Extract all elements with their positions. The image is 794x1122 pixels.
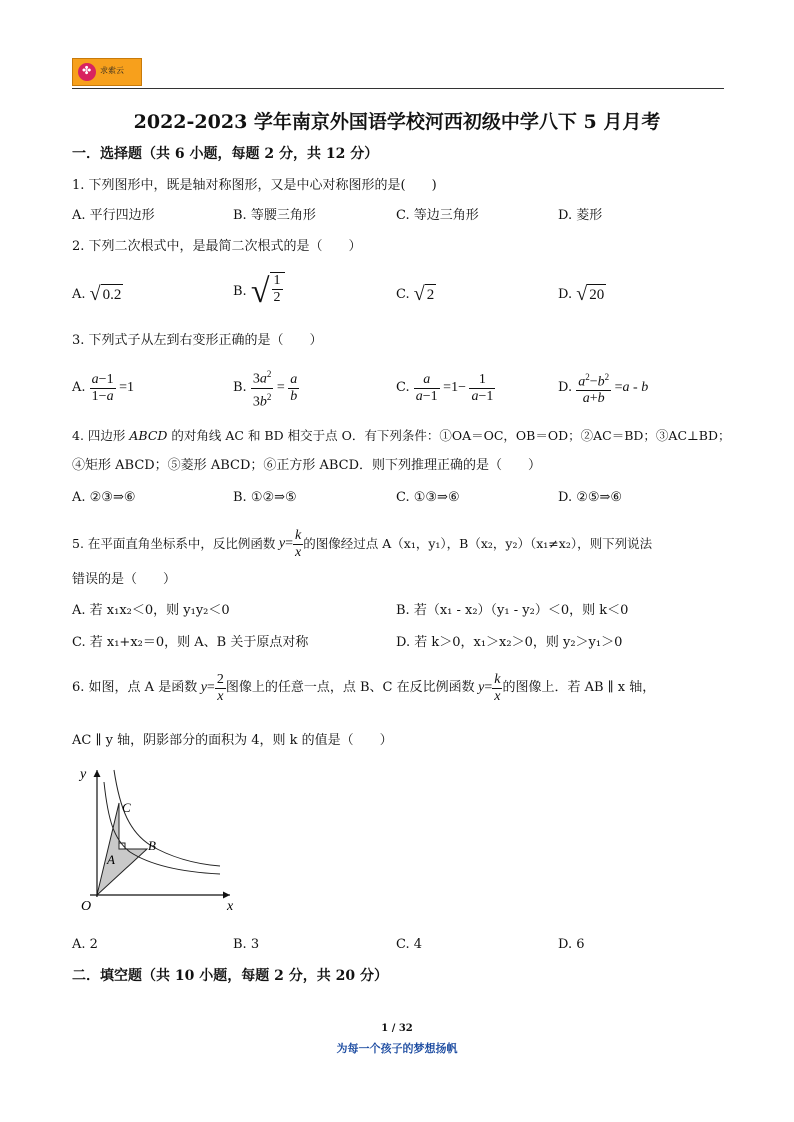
option-d: D. ②⑤⇒⑥ bbox=[558, 490, 623, 505]
logo-text: 求索云 bbox=[100, 66, 124, 75]
sqrt-expression: √ $\frac{1}{2}$ bbox=[251, 272, 285, 312]
question-stem-line2: ④矩形 ABCD；⑤菱形 ABCD；⑥正方形 ABCD．则下列推理正确的是（ ） bbox=[72, 458, 542, 473]
option-d: D. 6 bbox=[558, 937, 585, 952]
fraction: $\frac{a}{a-1}$ bbox=[415, 371, 438, 404]
header-divider bbox=[72, 88, 724, 89]
fraction: $\frac{a}{b}$ bbox=[290, 371, 298, 404]
q6-figure bbox=[70, 760, 250, 920]
footer-slogan: 为每一个孩子的梦想扬帆 bbox=[336, 1042, 458, 1055]
fraction: $\frac{1}{a-1}$ bbox=[471, 371, 494, 404]
option-a: A. $\frac{a-1}{1-a}$ =1 bbox=[72, 371, 134, 404]
option-b: B. 等腰三角形 bbox=[233, 208, 316, 223]
option-b: B. 若（x₁ - x₂）（y₁ - y₂）＜0，则 k＜0 bbox=[396, 603, 629, 618]
fraction: $\frac{k}{x}$ bbox=[295, 527, 302, 560]
point-a-label: A bbox=[107, 852, 115, 867]
sqrt-expression: √ 20 bbox=[576, 283, 605, 305]
fraction: $\frac{1}{2}$ bbox=[273, 273, 281, 305]
option-b: B. √ $\frac{1}{2}$ bbox=[233, 272, 285, 312]
sqrt-expression: √ 2 bbox=[413, 283, 435, 305]
logo bbox=[72, 58, 142, 86]
page-number: 1 / 32 bbox=[381, 1023, 413, 1034]
option-b: B. 3 bbox=[233, 937, 260, 952]
option-a: A. 2 bbox=[72, 937, 98, 952]
origin-label: O bbox=[81, 899, 92, 914]
option-c: C. $\frac{a}{a-1}$ =1− $\frac{1}{a-1}$ bbox=[396, 371, 494, 404]
fraction: $\frac{k}{x}$ bbox=[494, 671, 501, 704]
fraction: $\frac{a-1}{1-a}$ bbox=[91, 371, 114, 404]
fraction: $\frac{a^2-b^2}{a+b}$ bbox=[576, 369, 611, 408]
section-heading: 一．选择题（共 6 小题，每题 2 分，共 12 分） bbox=[72, 146, 379, 162]
question-stem: 4. 四边形 ABCD 的对角线 AC 和 BD 相交于点 O．有下列条件：①OA＝OC，OB＝OD；②AC＝BD；③AC⊥BD； bbox=[72, 428, 731, 443]
option-b: B. $\frac{3a^2}{3b^2}$ = $\frac{a}{b}$ bbox=[233, 370, 299, 406]
section-heading: 二．填空题（共 10 小题，每题 2 分，共 20 分） bbox=[72, 968, 388, 984]
question-stem: 2. 下列二次根式中，是最简二次根式的是（ ） bbox=[72, 239, 362, 254]
option-a: A. 若 x₁x₂＜0，则 y₁y₂＜0 bbox=[72, 603, 230, 618]
point-c-label: C bbox=[122, 800, 131, 815]
fraction: $\frac{3a^2}{3b^2}$ bbox=[251, 366, 274, 410]
question-stem-line2: 错误的是（ ） bbox=[72, 572, 177, 587]
option-d: D. 若 k＞0，x₁＞x₂＞0，则 y₂＞y₁＞0 bbox=[396, 635, 623, 650]
option-c: C. ①③⇒⑥ bbox=[396, 490, 460, 505]
page-title: 2022-2023 学年南京外国语学校河西初级中学八下 5 月月考 bbox=[133, 111, 661, 133]
question-stem: 5. 在平面直角坐标系中，反比例函数 y= $\frac{k}{x}$ 的图像经过点 A（x₁，y₁），B（x₂，y₂）（x₁≠x₂），则下列说法 bbox=[72, 527, 653, 560]
x-axis-label: x bbox=[227, 899, 234, 914]
option-a: A. 平行四边形 bbox=[72, 208, 155, 223]
option-c: C. √ 2 bbox=[396, 283, 435, 305]
option-d: D. √ 20 bbox=[558, 283, 605, 305]
option-a: A. ②③⇒⑥ bbox=[72, 490, 136, 505]
question-stem: 6. 如图，点 A 是函数 y= $\frac{2}{x}$ 图像上的任意一点，点 B、C 在反比例函数 y= $\frac{k}{x}$ 的图像上．若 AB ∥ x 轴， bbox=[72, 671, 656, 704]
option-d: D. $\frac{a^2-b^2}{a+b}$ =a - b bbox=[558, 370, 648, 406]
fraction: $\frac{2}{x}$ bbox=[216, 671, 224, 704]
option-c: C. 等边三角形 bbox=[396, 208, 479, 223]
question-stem-line2: AC ∥ y 轴，阴影部分的面积为 4，则 k 的值是（ ） bbox=[72, 733, 393, 748]
sqrt-expression: √ 0.2 bbox=[89, 283, 122, 305]
option-d: D. 菱形 bbox=[558, 208, 603, 223]
option-c: C. 若 x₁+x₂＝0，则 A、B 关于原点对称 bbox=[72, 635, 309, 650]
y-axis-label: y bbox=[80, 767, 87, 782]
question-stem: 1. 下列图形中，既是轴对称图形，又是中心对称图形的是( ) bbox=[72, 178, 437, 193]
point-b-label: B bbox=[148, 838, 156, 853]
option-c: C. 4 bbox=[396, 937, 423, 952]
question-stem: 3. 下列式子从左到右变形正确的是（ ） bbox=[72, 333, 323, 348]
option-b: B. ①②⇒⑤ bbox=[233, 490, 297, 505]
option-a: A. √ 0.2 bbox=[72, 283, 122, 305]
flower-logo-icon: ✤ bbox=[78, 63, 96, 81]
